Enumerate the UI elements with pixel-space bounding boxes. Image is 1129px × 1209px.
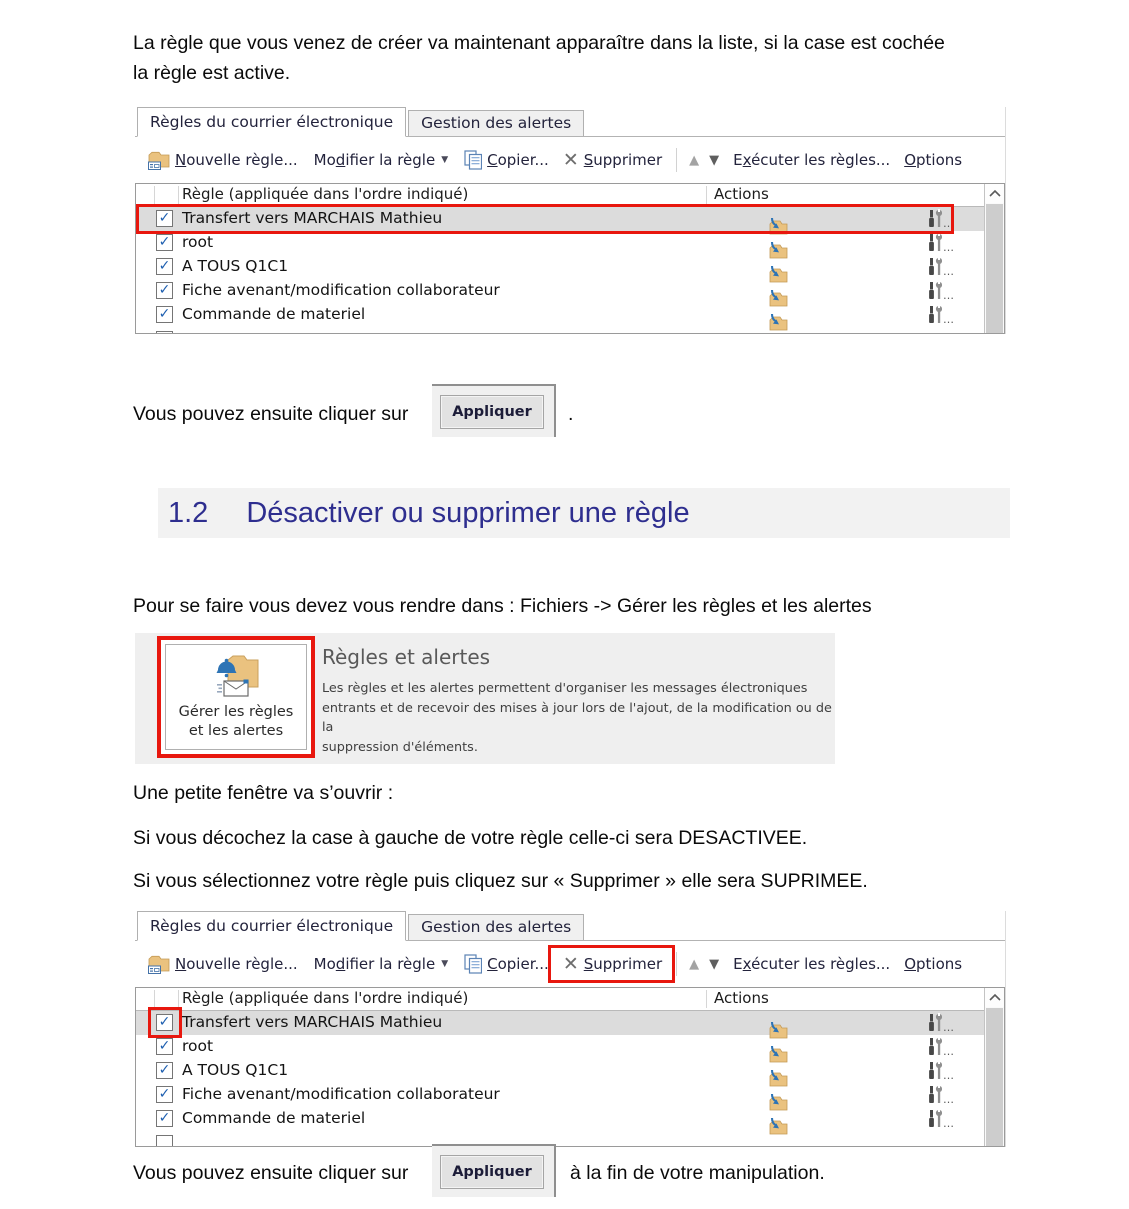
move-up-icon[interactable]: ▲ <box>689 956 700 972</box>
tools-icon: … <box>928 209 954 228</box>
delete-x-icon: ✕ <box>562 953 579 975</box>
intro-line-1: La règle que vous venez de créer va maintenant apparaître dans la liste, si la case est cochée <box>133 32 945 54</box>
scroll-up-icon[interactable] <box>985 988 1004 1007</box>
new-rule-icon <box>148 955 170 974</box>
rule-row-root[interactable]: ✓ root … <box>136 1035 984 1059</box>
tools-icon: … <box>928 1109 954 1128</box>
scroll-up-icon[interactable] <box>985 184 1004 203</box>
rule-checkbox[interactable] <box>156 258 173 275</box>
toolbar-separator <box>676 952 677 976</box>
rules-alerts-card-screenshot <box>135 633 835 764</box>
delete-rule-button[interactable]: ✕ Supprimer <box>563 955 662 973</box>
rule-row-partial <box>136 1131 984 1147</box>
copy-rule-button[interactable]: Copier... <box>464 954 549 974</box>
move-down-icon[interactable]: ▼ <box>709 152 720 168</box>
tab-email-rules[interactable]: Règles du courrier électronique <box>137 911 406 941</box>
disable-paragraph: Si vous décochez la case à gauche de votre règle celle-ci sera DESACTIVEE. <box>133 827 808 849</box>
rule-row-transfert[interactable]: ✓ Transfert vers MARCHAIS Mathieu … <box>136 1011 984 1035</box>
rule-checkbox[interactable] <box>156 234 173 251</box>
list-scrollbar[interactable] <box>984 988 1004 1146</box>
actions-column-header: Actions <box>714 989 769 1007</box>
rule-checkbox[interactable] <box>156 210 173 227</box>
rule-checkbox[interactable] <box>156 306 173 323</box>
rule-checkbox[interactable] <box>156 1038 173 1055</box>
check-icon: ✓ <box>158 234 171 250</box>
options-button[interactable]: Options <box>904 955 963 973</box>
delete-rule-button[interactable]: ✕ Supprimer <box>562 149 663 171</box>
check-icon: ✓ <box>158 1038 171 1054</box>
rule-checkbox <box>156 331 173 334</box>
delete-x-icon: ✕ <box>562 149 579 171</box>
apply-sentence-2-suffix: à la fin de votre manipulation. <box>570 1162 825 1184</box>
delete-paragraph: Si vous sélectionnez votre règle puis cliquez sur « Supprimer » elle sera SUPRIMEE. <box>133 870 868 892</box>
tab-strip <box>135 107 1005 137</box>
rule-checkbox[interactable] <box>156 1014 173 1031</box>
apply-button-screenshot-2 <box>432 1144 556 1197</box>
rules-toolbar <box>135 137 1005 183</box>
list-header <box>136 184 1004 207</box>
tab-email-rules[interactable]: Règles du courrier électronique <box>137 107 406 137</box>
modify-rule-button[interactable]: Modifier la règle ▼ <box>313 151 449 169</box>
rules-alerts-icon <box>212 653 260 703</box>
tools-icon: … <box>928 1085 954 1104</box>
toolbar-separator <box>676 148 677 172</box>
rules-list <box>135 987 1005 1147</box>
rule-row-root[interactable]: ✓ root … <box>136 231 984 255</box>
tab-alert-management[interactable]: Gestion des alertes <box>408 914 584 940</box>
section-heading <box>158 488 1010 538</box>
intro-line-2: la règle est active. <box>133 62 291 84</box>
check-icon: ✓ <box>158 1086 171 1102</box>
manage-rules-button[interactable]: Gérer les règles et les alertes <box>165 644 307 750</box>
apply-sentence-2: Vous pouvez ensuite cliquer sur <box>133 1162 409 1184</box>
rules-window-screenshot-1 <box>135 107 1006 334</box>
copy-icon <box>464 954 482 974</box>
apply-button[interactable]: Appliquer <box>440 1155 544 1189</box>
scrollbar-thumb[interactable] <box>986 1008 1003 1146</box>
check-icon: ✓ <box>158 258 171 274</box>
check-icon: ✓ <box>158 1062 171 1078</box>
tools-icon: … <box>928 257 954 276</box>
rule-row-atous[interactable]: ✓ A TOUS Q1C1 … <box>136 255 984 279</box>
actions-column-header: Actions <box>714 185 769 203</box>
rule-row-fiche[interactable]: ✓ Fiche avenant/modification collaborateur … <box>136 279 984 303</box>
check-icon: ✓ <box>158 1110 171 1126</box>
chevron-down-icon: ▼ <box>441 155 449 165</box>
rule-row-commande[interactable]: ✓ Commande de materiel … <box>136 303 984 327</box>
chevron-down-icon: ▼ <box>441 959 449 969</box>
tools-icon: … <box>928 233 954 252</box>
move-down-icon[interactable]: ▼ <box>709 956 720 972</box>
tools-icon: … <box>928 305 954 324</box>
move-up-icon[interactable]: ▲ <box>689 152 700 168</box>
modify-rule-button[interactable]: Modifier la règle ▼ <box>313 955 449 973</box>
rules-toolbar <box>135 941 1005 987</box>
section-title: Désactiver ou supprimer une règle <box>246 496 690 529</box>
apply-sentence-1-suffix: . <box>568 403 574 425</box>
section-number: 1.2 <box>168 496 209 529</box>
window-paragraph: Une petite fenêtre va s’ouvrir : <box>133 782 394 804</box>
rule-checkbox[interactable] <box>156 1086 173 1103</box>
rule-checkbox[interactable] <box>156 1062 173 1079</box>
list-header <box>136 988 1004 1011</box>
tab-strip <box>135 911 1005 941</box>
apply-button[interactable]: Appliquer <box>440 395 544 429</box>
check-icon: ✓ <box>158 210 171 226</box>
apply-sentence-1: Vous pouvez ensuite cliquer sur <box>133 403 409 425</box>
rule-row-transfert[interactable]: ✓ Transfert vers MARCHAIS Mathieu … <box>136 207 984 231</box>
card-title: Règles et alertes <box>322 645 491 669</box>
tools-icon: … <box>928 1037 954 1056</box>
rule-row-commande[interactable]: ✓ Commande de materiel … <box>136 1107 984 1131</box>
rules-list <box>135 183 1005 334</box>
check-icon: ✓ <box>158 306 171 322</box>
intro-paragraph <box>133 28 945 88</box>
list-scrollbar[interactable] <box>984 184 1004 333</box>
tools-icon: … <box>928 281 954 300</box>
rules-window-screenshot-2 <box>135 911 1006 1147</box>
copy-icon <box>464 150 482 170</box>
rule-checkbox[interactable] <box>156 282 173 299</box>
card-description: Les règles et les alertes permettent d'organiser les messages électroniques entrants et de recevoir des mises à jour lors de l'ajout, de la modification ou de la suppression d'éléments. <box>322 681 832 755</box>
tools-icon: … <box>928 1061 954 1080</box>
run-rules-button[interactable]: Exécuter les règles... <box>733 955 891 973</box>
path-paragraph: Pour se faire vous devez vous rendre dans : Fichiers -> Gérer les règles et les alertes <box>133 595 872 617</box>
rule-row-fiche[interactable]: ✓ Fiche avenant/modification collaborateur … <box>136 1083 984 1107</box>
annotation-red-box-button <box>157 636 315 758</box>
scrollbar-thumb[interactable] <box>986 204 1003 333</box>
copy-rule-button[interactable]: Copier... <box>464 150 549 170</box>
rule-row-atous[interactable]: ✓ A TOUS Q1C1 … <box>136 1059 984 1083</box>
check-icon: ✓ <box>158 1014 171 1030</box>
tools-icon: … <box>928 1013 954 1032</box>
rule-checkbox[interactable] <box>156 1110 173 1127</box>
tab-alert-management[interactable]: Gestion des alertes <box>408 110 584 136</box>
rule-column-header: Règle (appliquée dans l'ordre indiqué) <box>182 185 469 203</box>
new-rule-button[interactable]: Nouvelle règle... <box>148 151 298 170</box>
rule-column-header: Règle (appliquée dans l'ordre indiqué) <box>182 989 469 1007</box>
apply-button-screenshot-1 <box>432 384 556 437</box>
check-icon: ✓ <box>158 282 171 298</box>
rule-checkbox <box>156 1135 173 1147</box>
options-button[interactable]: Options <box>904 151 963 169</box>
new-rule-button[interactable]: Nouvelle règle... <box>148 955 298 974</box>
run-rules-button[interactable]: Exécuter les règles... <box>733 151 891 169</box>
new-rule-icon <box>148 151 170 170</box>
rule-row-partial <box>136 327 984 334</box>
